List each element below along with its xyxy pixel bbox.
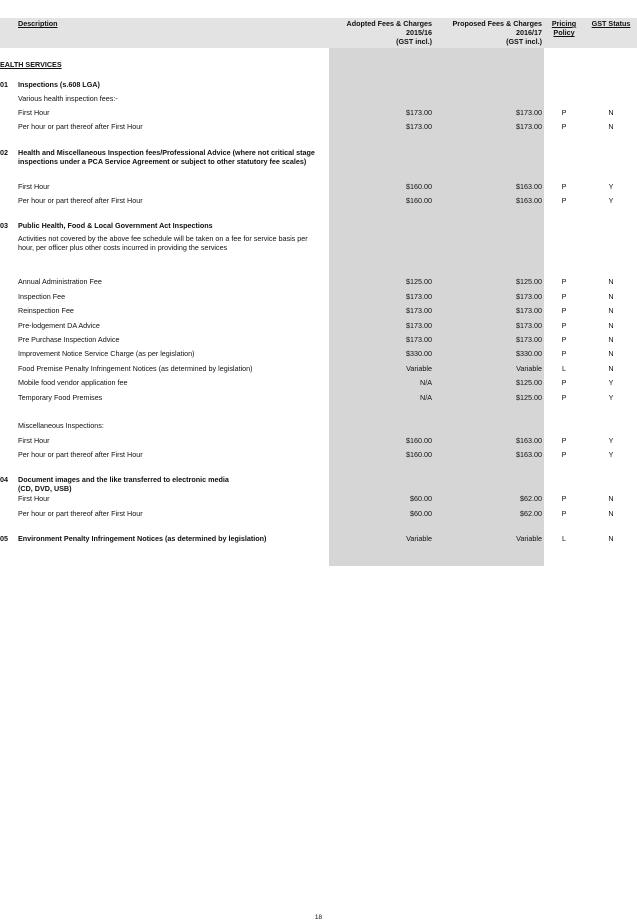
row-proposed-fee: $173.00 xyxy=(516,306,542,315)
row-adopted-fee: $173.00 xyxy=(406,321,432,330)
row-proposed-fee: $62.00 xyxy=(520,509,542,518)
row-pricing-policy: P xyxy=(561,196,567,205)
header-pricing-line1: Pricing xyxy=(551,19,577,28)
row-adopted-fee: $173.00 xyxy=(406,292,432,301)
row-gst-status: Y xyxy=(608,450,614,459)
row-proposed-fee: $173.00 xyxy=(516,122,542,131)
row-gst-status: N xyxy=(608,292,614,301)
row-description: Per hour or part thereof after First Hour xyxy=(18,196,143,205)
item-title-04: Document images and the like transferred to electronic media xyxy=(18,475,229,484)
row-adopted-fee: $330.00 xyxy=(406,349,432,358)
row-pricing-policy: P xyxy=(561,349,567,358)
item-title-01: Inspections (s.608 LGA) xyxy=(18,80,100,89)
row-proposed-fee: $330.00 xyxy=(516,349,542,358)
row-gst-status: N xyxy=(608,122,614,131)
row-adopted-fee: $160.00 xyxy=(406,450,432,459)
row-adopted-fee: $160.00 xyxy=(406,196,432,205)
item-number-05: 05 xyxy=(0,534,8,543)
header-proposed-line3: (GST incl.) xyxy=(506,37,542,46)
row-pricing-policy: P xyxy=(561,335,567,344)
row-gst-status: Y xyxy=(608,182,614,191)
row-pricing-policy: P xyxy=(561,450,567,459)
row-adopted-fee: $173.00 xyxy=(406,335,432,344)
row-adopted-fee: $173.00 xyxy=(406,122,432,131)
row-gst-status: N xyxy=(608,321,614,330)
row-description: Per hour or part thereof after First Hour xyxy=(18,509,143,518)
row-proposed-fee: $173.00 xyxy=(516,292,542,301)
row-gst-status: N xyxy=(608,534,614,543)
row-description: Improvement Notice Service Charge (as per legislation) xyxy=(18,349,195,358)
row-description: Per hour or part thereof after First Hour xyxy=(18,122,143,131)
header-proposed-line2: 2016/17 xyxy=(516,28,542,37)
page-number: 18 xyxy=(314,914,323,921)
row-proposed-fee: $125.00 xyxy=(516,393,542,402)
item-title-05: Environment Penalty Infringement Notices (as determined by legislation) xyxy=(18,534,267,543)
row-proposed-fee: $163.00 xyxy=(516,436,542,445)
row-gst-status: N xyxy=(608,277,614,286)
row-pricing-policy: P xyxy=(561,436,567,445)
item-title-04-line2: (CD, DVD, USB) xyxy=(18,484,72,493)
row-adopted-fee: N/A xyxy=(420,393,432,402)
row-pricing-policy: P xyxy=(561,292,567,301)
row-gst-status: N xyxy=(608,306,614,315)
row-proposed-fee: $173.00 xyxy=(516,335,542,344)
item-number-01: 01 xyxy=(0,80,8,89)
row-pricing-policy: P xyxy=(561,122,567,131)
row-proposed-fee: $163.00 xyxy=(516,450,542,459)
row-description: Annual Administration Fee xyxy=(18,277,102,286)
row-description: First Hour xyxy=(18,494,50,503)
item-number-02: 02 xyxy=(0,148,8,157)
row-proposed-fee: $173.00 xyxy=(516,108,542,117)
item-title-03: Public Health, Food & Local Government Act Inspections xyxy=(18,221,213,230)
row-gst-status: N xyxy=(608,509,614,518)
row-gst-status: Y xyxy=(608,378,614,387)
row-pricing-policy: L xyxy=(562,364,566,373)
row-proposed-fee: Variable xyxy=(516,534,542,543)
misc-inspections-label: Miscellaneous Inspections: xyxy=(18,421,104,430)
row-description: First Hour xyxy=(18,436,50,445)
row-description: Reinspection Fee xyxy=(18,306,74,315)
row-description: First Hour xyxy=(18,108,50,117)
item-number-04: 04 xyxy=(0,475,8,484)
row-description: Temporary Food Premises xyxy=(18,393,103,402)
row-pricing-policy: L xyxy=(562,534,566,543)
header-proposed-line1: Proposed Fees & Charges xyxy=(452,19,542,28)
row-pricing-policy: P xyxy=(561,321,567,330)
item-note-03: Activities not covered by the above fee schedule will be taken on a fee for service basis per hour, per officer plus other costs incurred in providing the services xyxy=(18,234,308,252)
row-pricing-policy: P xyxy=(561,378,567,387)
row-pricing-policy: P xyxy=(561,494,567,503)
row-gst-status: N xyxy=(608,108,614,117)
row-description: Food Premise Penalty Infringement Notices (as determined by legislation) xyxy=(18,364,253,373)
row-adopted-fee: $125.00 xyxy=(406,277,432,286)
row-adopted-fee: $173.00 xyxy=(406,306,432,315)
header-adopted-line3: (GST incl.) xyxy=(396,37,432,46)
row-proposed-fee: $173.00 xyxy=(516,321,542,330)
row-adopted-fee: $160.00 xyxy=(406,182,432,191)
item-note-01: Various health inspection fees:- xyxy=(18,94,118,103)
header-pricing-line2: Policy xyxy=(553,28,575,37)
row-description: Mobile food vendor application fee xyxy=(18,378,128,387)
row-pricing-policy: P xyxy=(561,306,567,315)
row-pricing-policy: P xyxy=(561,182,567,191)
row-proposed-fee: $163.00 xyxy=(516,182,542,191)
row-gst-status: Y xyxy=(608,196,614,205)
row-adopted-fee: $173.00 xyxy=(406,108,432,117)
row-description: Pre Purchase Inspection Advice xyxy=(18,335,120,344)
row-adopted-fee: N/A xyxy=(420,378,432,387)
row-adopted-fee: $60.00 xyxy=(410,494,432,503)
row-pricing-policy: P xyxy=(561,393,567,402)
row-pricing-policy: P xyxy=(561,509,567,518)
row-description: Per hour or part thereof after First Hour xyxy=(18,450,143,459)
row-gst-status: N xyxy=(608,364,614,373)
row-gst-status: Y xyxy=(608,393,614,402)
row-gst-status: N xyxy=(608,335,614,344)
header-adopted-line1: Adopted Fees & Charges xyxy=(346,19,432,28)
row-gst-status: Y xyxy=(608,436,614,445)
row-pricing-policy: P xyxy=(561,108,567,117)
row-gst-status: N xyxy=(608,494,614,503)
row-adopted-fee: Variable xyxy=(406,534,432,543)
section-title: EALTH SERVICES xyxy=(0,60,62,69)
row-pricing-policy: P xyxy=(561,277,567,286)
header-gst-status: GST Status xyxy=(591,19,631,28)
row-adopted-fee: $160.00 xyxy=(406,436,432,445)
row-proposed-fee: Variable xyxy=(516,364,542,373)
row-proposed-fee: $125.00 xyxy=(516,378,542,387)
header-adopted-line2: 2015/16 xyxy=(406,28,432,37)
item-title-02: Health and Miscellaneous Inspection fees/Professional Advice (where not critical stage inspections under a PCA Service Agreement or subject to other statutory fee scales) xyxy=(18,148,315,166)
row-description: Inspection Fee xyxy=(18,292,66,301)
row-adopted-fee: $60.00 xyxy=(410,509,432,518)
item-number-03: 03 xyxy=(0,221,8,230)
header-description: Description xyxy=(18,19,58,28)
row-description: Pre-lodgement DA Advice xyxy=(18,321,100,330)
row-proposed-fee: $163.00 xyxy=(516,196,542,205)
row-adopted-fee: Variable xyxy=(406,364,432,373)
row-description: First Hour xyxy=(18,182,50,191)
row-proposed-fee: $62.00 xyxy=(520,494,542,503)
row-gst-status: N xyxy=(608,349,614,358)
row-proposed-fee: $125.00 xyxy=(516,277,542,286)
